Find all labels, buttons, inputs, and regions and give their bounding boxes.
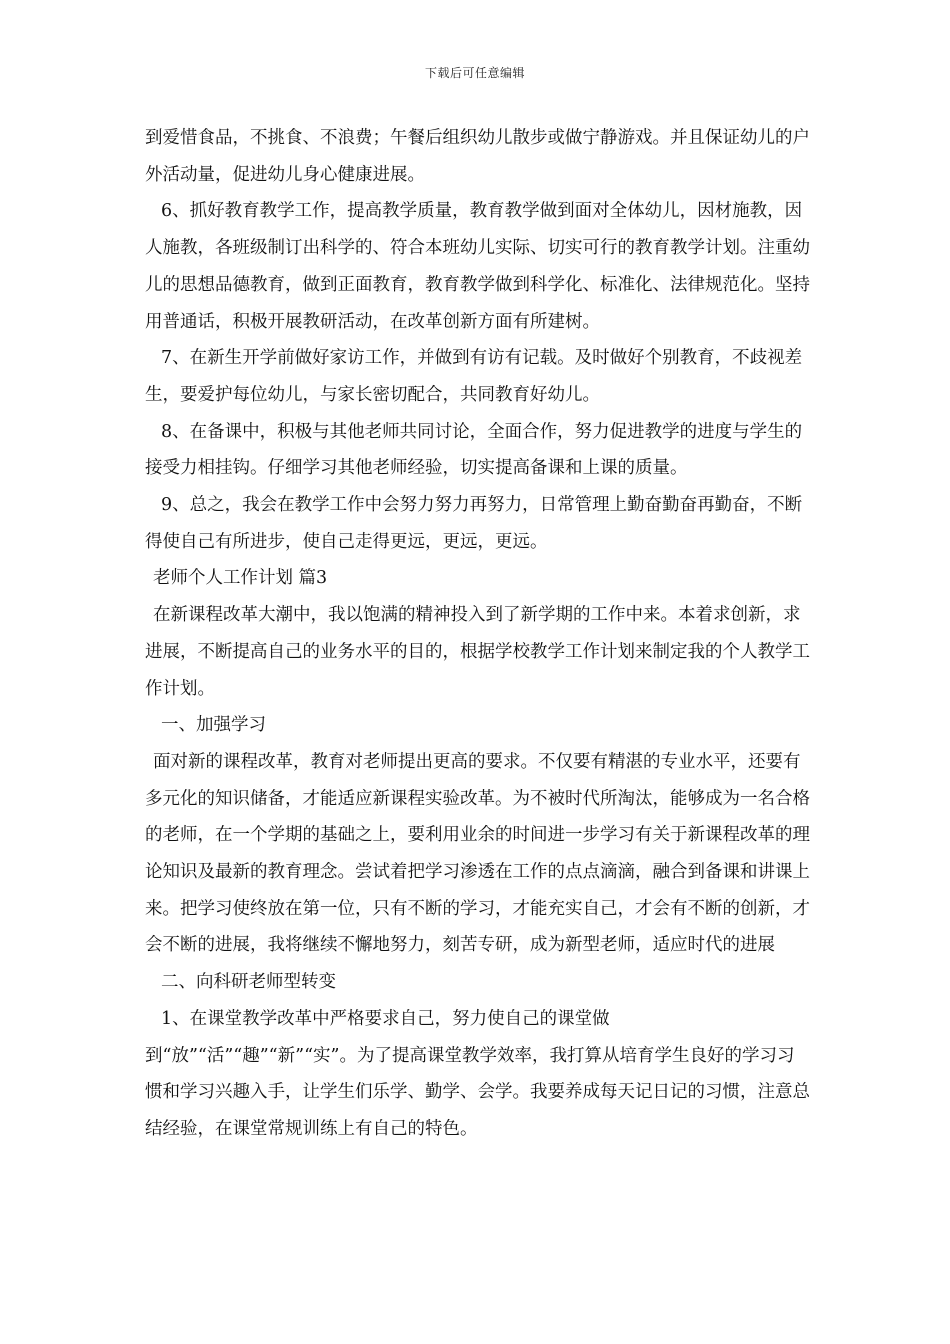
paragraph: 到爱惜食品，不挑食、不浪费；午餐后组织幼儿散步或做宁静游戏。并且保证幼儿的户外活动量，促进幼儿身心健康进展。 <box>145 128 810 185</box>
paragraph: 面对新的课程改革，教育对老师提出更高的要求。不仅要有精湛的专业水平，还要有多元化的知识储备，才能适应新课程实验改革。为不被时代所淘汰，能够成为一名合格的老师，在一个学期的基础之上，要利用业余的时间进一步学习有关于新课程改革的理论知识及最新的教育理念。尝试着把学习渗透在工作的点点滴滴，融合到备课和讲课上来。把学习使终放在第一位，只有不断的学习，才能充实自己，才会有不断的创新，才会不断的进展，我将继续不懈地努力，刻苦专研，成为新型老师，适应时代的进展 <box>145 751 810 956</box>
paragraph: 8、在备课中，积极与其他老师共同讨论，全面合作，努力促进教学的进度与学生的接受力相挂钩。仔细学习其他老师经验，切实提高备课和上课的质量。 <box>145 421 803 479</box>
section-title: 老师个人工作计划 篇3 <box>153 568 328 589</box>
paragraph: 在新课程改革大潮中，我以饱满的精神投入到了新学期的工作中来。本着求创新，求进展，不断提高自己的业务水平的目的，根据学校教学工作计划来制定我的个人教学工作计划。 <box>145 605 810 699</box>
subheading: 一、加强学习 <box>161 715 266 736</box>
paragraph: 9、总之，我会在教学工作中会努力努力再努力，日常管理上勤奋勤奋再勤奋，不断得使自己有所进步，使自己走得更远，更远，更远。 <box>145 495 803 552</box>
subheading: 二、向科研老师型转变 <box>161 972 336 993</box>
paragraph: 1、在课堂教学改革中严格要求自己，努力使自己的课堂做到“放”“活”“趣”“新”“实”。为了提高课堂教学效率，我打算从培育学生良好的学习习惯和学习兴趣入手，让学生们乐学、勤学、会学。我要养成每天记日记的习惯，注意总结经验，在课堂常规训练上有自己的特色。 <box>145 1008 810 1139</box>
document-body <box>145 120 810 1148</box>
page-header: 下载后可任意编辑 <box>424 66 525 80</box>
paragraph: 6、抓好教育教学工作，提高教学质量，教育教学做到面对全体幼儿，因材施教，因人施教，各班级制订出科学的、符合本班幼儿实际、切实可行的教育教学计划。注重幼儿的思想品德教育，做到正面教育，教育教学做到科学化、标准化、法律规范化。坚持用普通话，积极开展教研活动，在改革创新方面有所建树。 <box>145 201 810 332</box>
paragraph: 7、在新生开学前做好家访工作，并做到有访有记载。及时做好个别教育，不歧视差生，要爱护每位幼儿，与家长密切配合，共同教育好幼儿。 <box>145 348 803 405</box>
